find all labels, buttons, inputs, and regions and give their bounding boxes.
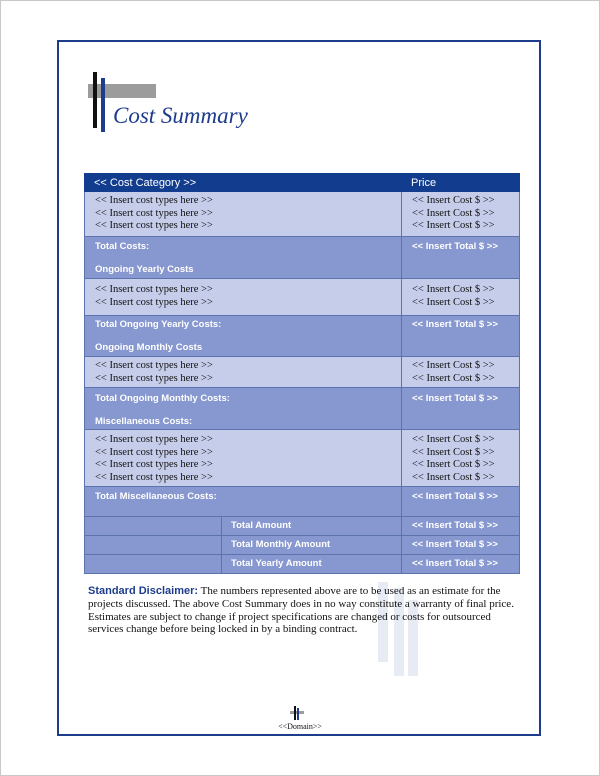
- header-price: Price: [411, 177, 437, 189]
- summary-row: [84, 517, 520, 536]
- cost-value: << Insert Cost $ >>: [412, 296, 495, 308]
- total-label: Total Miscellaneous Costs:: [95, 491, 217, 502]
- footer-logo-black: [294, 706, 296, 720]
- summary-label: Total Yearly Amount: [231, 558, 322, 569]
- section-total-row: [84, 487, 520, 517]
- footer-domain: <<Domain>>: [278, 722, 322, 731]
- section-total-row: [84, 316, 520, 357]
- cost-type-item: << Insert cost types here >>: [95, 284, 213, 295]
- disclaimer-heading: Standard Disclaimer:: [88, 585, 199, 597]
- cost-type-item: << Insert cost types here >>: [95, 296, 213, 308]
- cost-type-item: << Insert cost types here >>: [95, 360, 213, 371]
- section-total-row: [84, 388, 520, 430]
- cost-value: << Insert Cost $ >>: [412, 284, 495, 295]
- cost-type-item: << Insert cost types here >>: [95, 207, 213, 219]
- total-value: << Insert Total $ >>: [412, 393, 498, 404]
- table-header: [84, 173, 520, 192]
- page-title: Cost Summary: [113, 103, 248, 128]
- cost-value: << Insert Cost $ >>: [412, 220, 495, 231]
- logo-black-bar: [93, 72, 97, 128]
- summary-value: << Insert Total $ >>: [412, 558, 498, 569]
- total-value: << Insert Total $ >>: [412, 491, 498, 502]
- cost-value: << Insert Cost $ >>: [412, 207, 495, 219]
- section-items-row: [84, 430, 520, 487]
- logo-gray-bar: [88, 84, 156, 98]
- cost-type-item: << Insert cost types here >>: [95, 195, 213, 206]
- total-label: Total Ongoing Yearly Costs:: [95, 319, 222, 330]
- summary-row: [84, 536, 520, 555]
- cost-type-item: << Insert cost types here >>: [95, 434, 213, 445]
- logo-blue-bar: [101, 78, 105, 132]
- summary-label: Total Amount: [231, 520, 292, 531]
- cost-type-item: << Insert cost types here >>: [95, 372, 213, 384]
- cost-value: << Insert Cost $ >>: [412, 195, 495, 206]
- summary-row: [84, 555, 520, 574]
- cost-type-item: << Insert cost types here >>: [95, 459, 213, 470]
- cost-type-item: << Insert cost types here >>: [95, 220, 213, 231]
- summary-label: Total Monthly Amount: [231, 539, 331, 550]
- footer-logo-blue: [297, 708, 299, 720]
- total-value: << Insert Total $ >>: [412, 241, 498, 252]
- cost-value: << Insert Cost $ >>: [412, 446, 495, 458]
- section-heading: Miscellaneous Costs:: [95, 416, 193, 427]
- summary-value: << Insert Total $ >>: [412, 520, 498, 531]
- cost-type-item: << Insert cost types here >>: [95, 446, 213, 458]
- cost-type-item: << Insert cost types here >>: [95, 471, 213, 483]
- cost-value: << Insert Cost $ >>: [412, 471, 495, 483]
- section-heading: Ongoing Monthly Costs: [95, 342, 203, 353]
- section-heading: Ongoing Yearly Costs: [95, 264, 194, 275]
- total-value: << Insert Total $ >>: [412, 319, 498, 330]
- summary-value: << Insert Total $ >>: [412, 539, 498, 550]
- section-items-row: [84, 279, 520, 316]
- cost-value: << Insert Cost $ >>: [412, 434, 495, 445]
- section-items-row: [84, 357, 520, 388]
- cost-value: << Insert Cost $ >>: [412, 459, 495, 470]
- disclaimer: [88, 585, 514, 636]
- total-label: Total Costs:: [95, 241, 150, 252]
- section-items-row: [84, 192, 520, 237]
- section-total-row: [84, 237, 520, 279]
- cost-table: [84, 173, 520, 574]
- header-category: << Cost Category >>: [94, 177, 197, 189]
- cost-value: << Insert Cost $ >>: [412, 372, 495, 384]
- disclaimer-text: The numbers represented above are to be used as an estimate for the projects discussed. The above Cost Summary does in no way constitute a warranty of final price. Estimates are subject to change if project specifications are changed or costs for outsourced services change before being locked in by a binding contract.: [88, 585, 514, 636]
- cost-value: << Insert Cost $ >>: [412, 360, 495, 371]
- total-label: Total Ongoing Monthly Costs:: [95, 393, 230, 404]
